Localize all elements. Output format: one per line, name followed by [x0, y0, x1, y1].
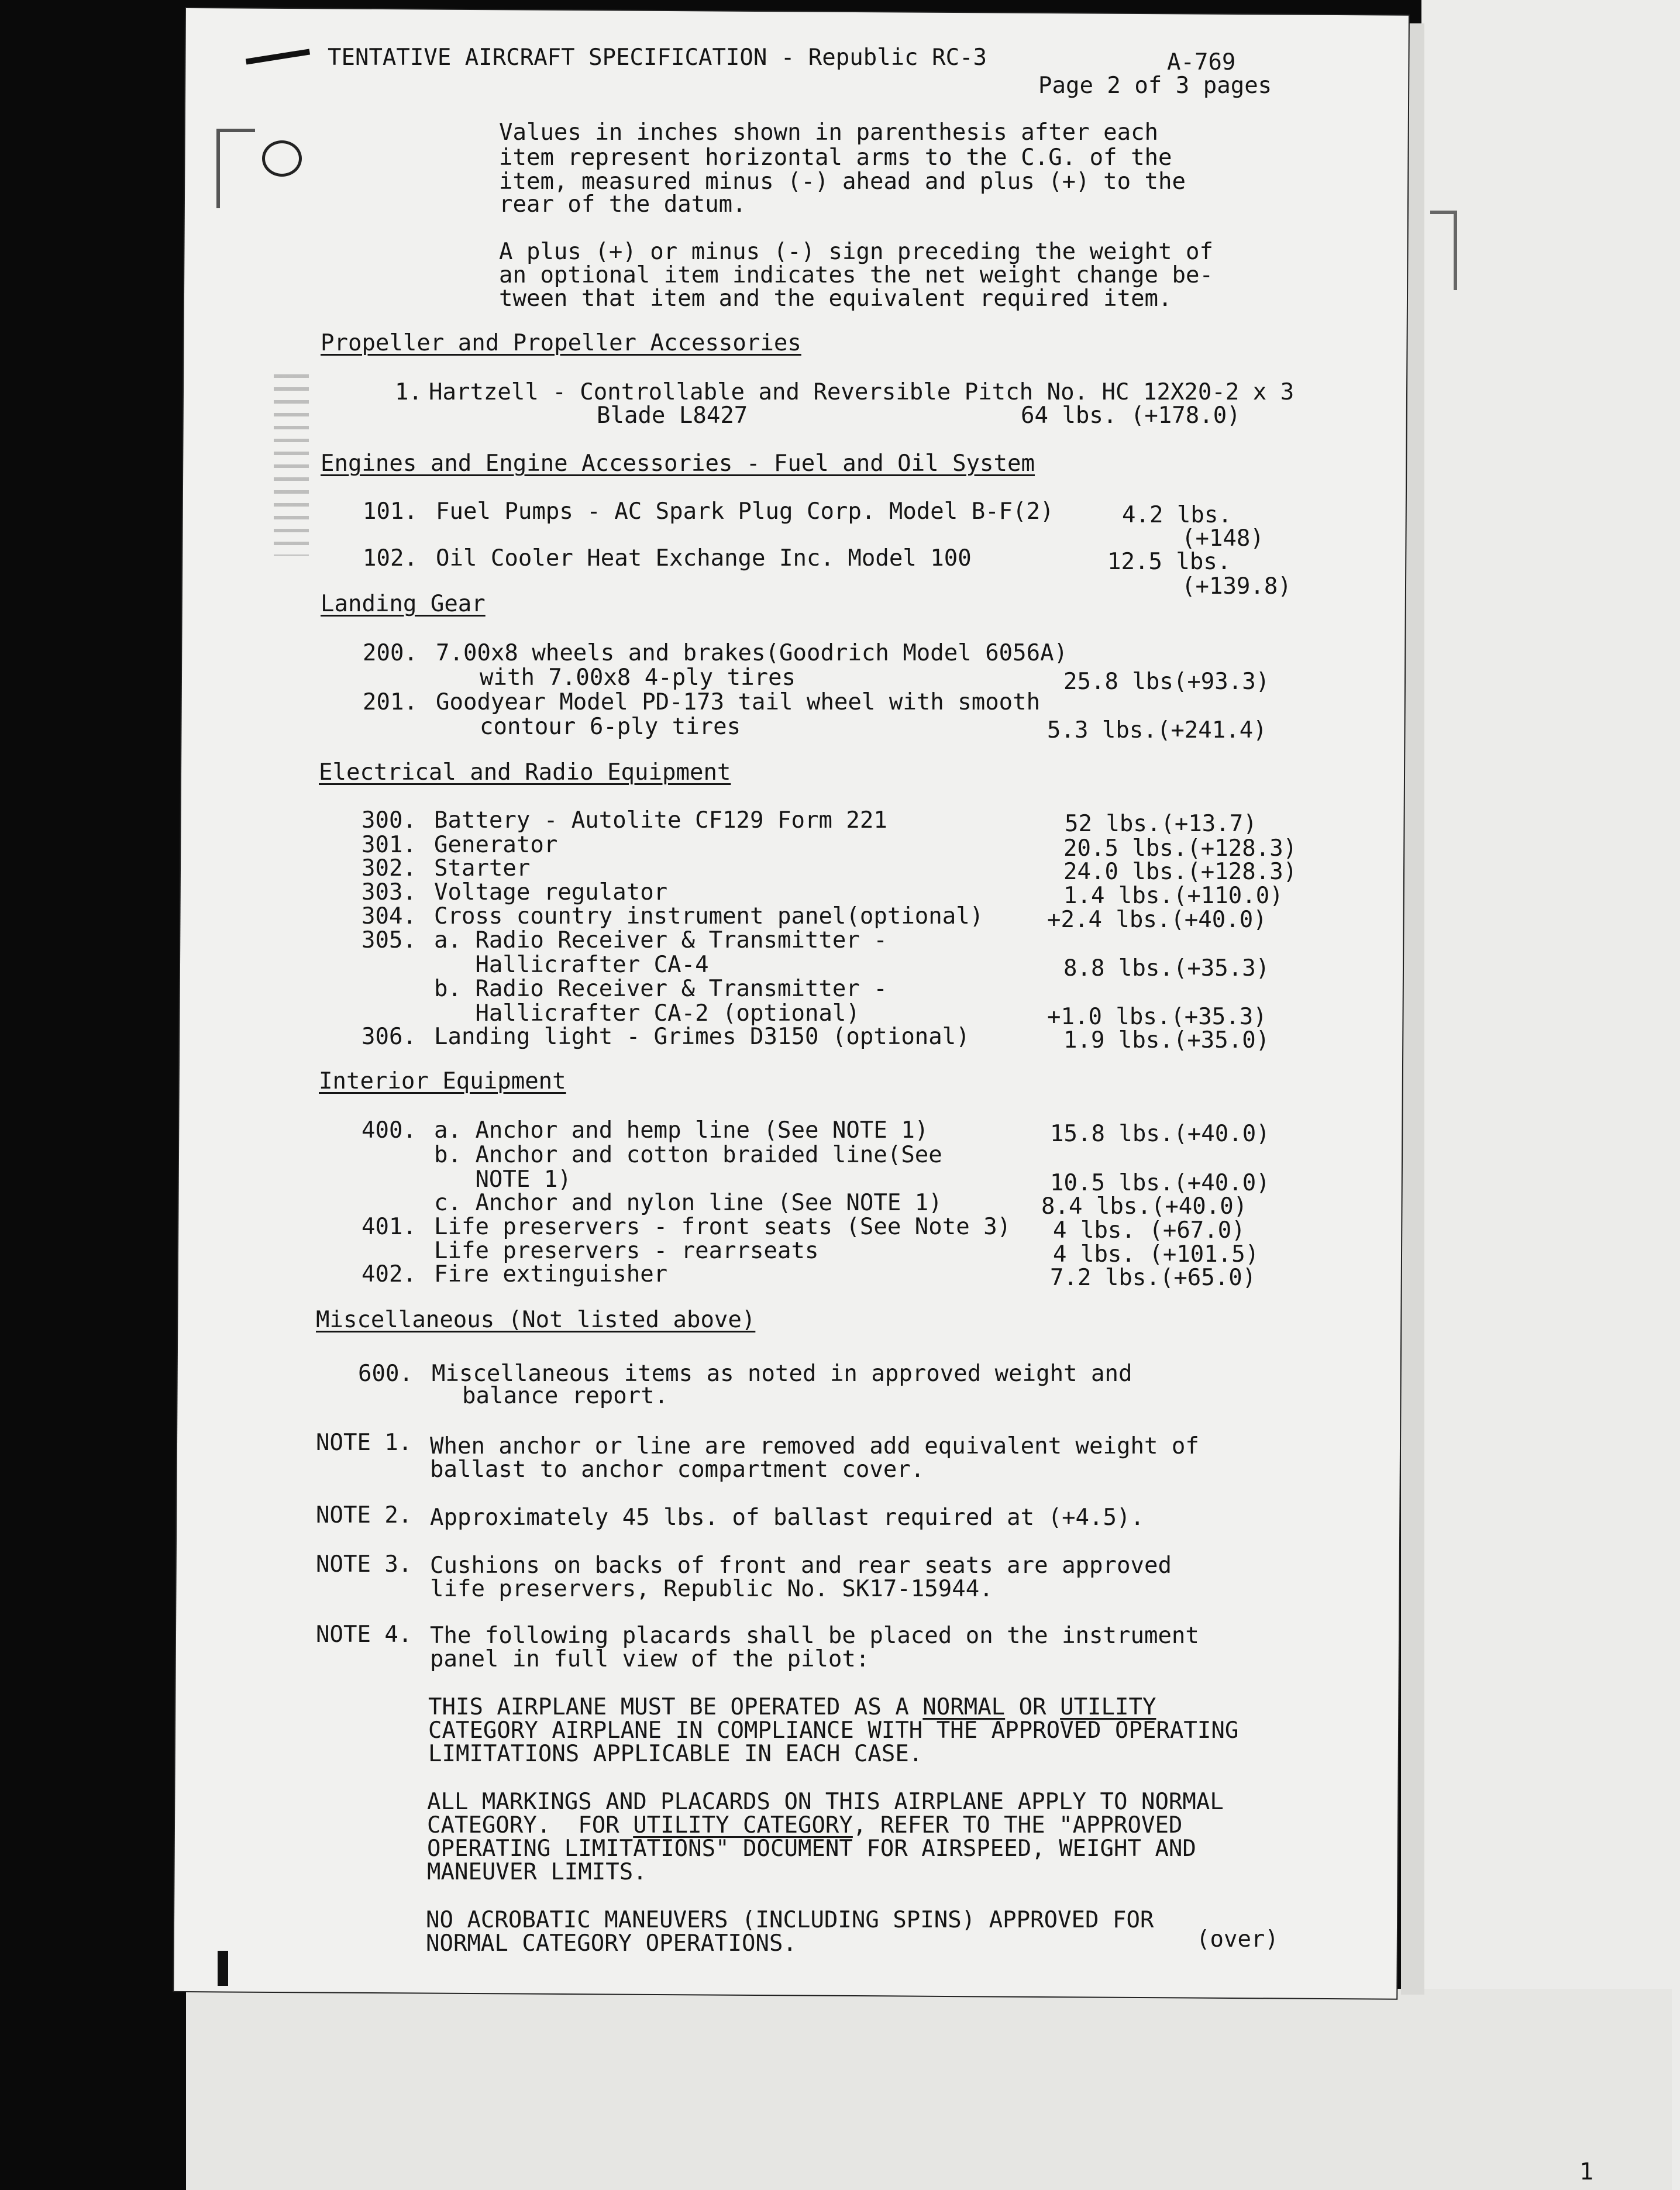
placard-line: CATEGORY AIRPLANE IN COMPLIANCE WITH THE APPROVED OPERATING: [428, 1717, 1239, 1744]
item-number: 301.: [362, 832, 416, 858]
item-weight: 5.3 lbs.(+241.4): [1047, 717, 1267, 743]
item-weight: 20.5 lbs.(+128.3): [1063, 835, 1297, 862]
item-weight: +1.0 lbs.(+35.3): [1047, 1004, 1267, 1030]
item-description: Cross country instrument panel(optional): [434, 903, 984, 929]
section-heading-electrical: Electrical and Radio Equipment: [319, 759, 731, 786]
placard-text: OR: [1005, 1694, 1061, 1720]
placard-line: NORMAL CATEGORY OPERATIONS.: [426, 1930, 797, 1957]
intro-line: rear of the datum.: [499, 191, 746, 218]
over-marker: (over): [1196, 1926, 1279, 1953]
section-heading-landing-gear: Landing Gear: [321, 591, 486, 617]
placard-text: THIS AIRPLANE MUST BE OPERATED AS A: [428, 1694, 923, 1720]
item-description-cont: NOTE 1): [434, 1166, 572, 1193]
intro-line: tween that item and the equivalent required item.: [499, 285, 1172, 312]
item-description-cont: balance report.: [462, 1383, 669, 1409]
note-text: Approximately 45 lbs. of ballast required at (+4.5).: [430, 1504, 1144, 1531]
item-description: Life preservers - front seats (See Note 3): [434, 1214, 1011, 1240]
item-description-cont: Blade L8427: [597, 402, 748, 429]
item-number: 302.: [362, 855, 416, 881]
item-number: 200.: [363, 640, 418, 666]
item-number: 1.: [395, 379, 422, 405]
item-number: 102.: [363, 545, 418, 571]
item-weight: 1.9 lbs.(+35.0): [1063, 1027, 1270, 1053]
placard-utility: UTILITY: [1060, 1694, 1156, 1720]
placard-line: LIMITATIONS APPLICABLE IN EACH CASE.: [428, 1741, 923, 1767]
item-description-cont: contour 6-ply tires: [480, 714, 741, 740]
item-weight: 4 lbs. (+101.5): [1053, 1241, 1259, 1268]
item-arm: (+139.8): [1182, 573, 1292, 600]
item-weight: 8.8 lbs.(+35.3): [1063, 955, 1270, 982]
item-description-cont: Hallicrafter CA-2 (optional): [434, 1000, 860, 1027]
intro-line: item, measured minus (-) ahead and plus (+) to the: [499, 168, 1186, 195]
note-text: panel in full view of the pilot:: [430, 1646, 870, 1672]
item-description: b. Anchor and cotton braided line(See: [434, 1142, 942, 1168]
placard-normal: NORMAL: [922, 1694, 1006, 1720]
placard-line: [428, 1695, 1156, 1720]
item-number: 600.: [358, 1361, 413, 1387]
item-weight: 52 lbs.(+13.7): [1065, 811, 1257, 837]
item-description: b. Radio Receiver & Transmitter -: [434, 976, 887, 1002]
item-weight: 4.2 lbs.: [1122, 502, 1232, 528]
note-label: NOTE 1.: [316, 1430, 412, 1456]
placard-text: CATEGORY. FOR: [427, 1812, 634, 1838]
item-weight: 12.5 lbs.: [1107, 549, 1231, 575]
item-description: a. Anchor and hemp line (See NOTE 1): [434, 1117, 929, 1144]
document-number: A-769: [1167, 49, 1236, 75]
item-description: 7.00x8 wheels and brakes(Goodrich Model 6056A): [436, 640, 1068, 666]
item-description: Hartzell - Controllable and Reversible Pitch No. HC 12X20-2 x 3: [429, 379, 1295, 405]
item-weight: 15.8 lbs.(+40.0): [1050, 1121, 1270, 1147]
placard-line: [427, 1813, 1182, 1838]
item-number: 300.: [362, 807, 416, 834]
intro-line: A plus (+) or minus (-) sign preceding the weight of: [499, 239, 1213, 265]
item-weight: +2.4 lbs.(+40.0): [1047, 907, 1267, 933]
section-heading-miscellaneous: Miscellaneous (Not listed above): [316, 1307, 756, 1333]
placard-line: MANEUVER LIMITS.: [427, 1859, 647, 1885]
intro-line: item represent horizontal arms to the C.G. of the: [499, 144, 1172, 171]
placard-line: ALL MARKINGS AND PLACARDS ON THIS AIRPLANE APPLY TO NORMAL: [427, 1789, 1224, 1815]
item-description: Miscellaneous items as noted in approved weight and: [432, 1361, 1132, 1387]
item-description-cont: with 7.00x8 4-ply tires: [480, 664, 796, 691]
item-description: c. Anchor and nylon line (See NOTE 1): [434, 1190, 942, 1216]
item-description: Generator: [434, 832, 558, 858]
item-weight: 10.5 lbs.(+40.0): [1050, 1170, 1270, 1196]
item-weight: 4 lbs. (+67.0): [1053, 1217, 1245, 1244]
item-number: 306.: [362, 1024, 416, 1050]
item-number: 305.: [362, 927, 416, 953]
document-title: TENTATIVE AIRCRAFT SPECIFICATION - Republic RC-3: [328, 44, 987, 71]
item-description: Battery - Autolite CF129 Form 221: [434, 807, 887, 834]
note-label: NOTE 3.: [316, 1551, 412, 1578]
item-weight: 7.2 lbs.(+65.0): [1050, 1265, 1256, 1291]
item-weight: 24.0 lbs.(+128.3): [1063, 859, 1297, 885]
item-number: 303.: [362, 879, 416, 905]
note-text: Cushions on backs of front and rear seats are approved: [430, 1552, 1172, 1579]
item-number: 400.: [362, 1117, 416, 1144]
item-description: Voltage regulator: [434, 879, 668, 905]
note-text: ballast to anchor compartment cover.: [430, 1456, 925, 1483]
section-heading-engines: Engines and Engine Accessories - Fuel and Oil System: [321, 450, 1035, 477]
note-label: NOTE 4.: [316, 1621, 412, 1648]
item-weight: 8.4 lbs.(+40.0): [1041, 1193, 1248, 1220]
note-text: life preservers, Republic No. SK17-15944.: [430, 1576, 993, 1602]
placard-text: , REFER TO THE "APPROVED: [852, 1812, 1183, 1838]
item-description-cont: Hallicrafter CA-4: [434, 952, 709, 978]
note-label: NOTE 2.: [316, 1502, 412, 1528]
item-description: Landing light - Grimes D3150 (optional): [434, 1024, 970, 1050]
item-arm: (+148): [1182, 525, 1264, 552]
corner-mark: 1: [1579, 2158, 1594, 2185]
item-description: Goodyear Model PD-173 tail wheel with smooth: [436, 689, 1041, 715]
item-number: 101.: [363, 498, 418, 525]
intro-line: Values in inches shown in parenthesis after each: [499, 119, 1159, 146]
item-weight: 1.4 lbs.(+110.0): [1063, 883, 1283, 909]
note-text: When anchor or line are removed add equivalent weight of: [430, 1433, 1199, 1459]
item-weight: 25.8 lbs(+93.3): [1063, 669, 1270, 695]
item-weight: 64 lbs. (+178.0): [1021, 402, 1241, 429]
item-number: 304.: [362, 903, 416, 929]
section-heading-interior: Interior Equipment: [319, 1068, 566, 1094]
placard-utility-category: UTILITY CATEGORY: [633, 1812, 853, 1838]
item-description: Life preservers - rearrseats: [434, 1238, 819, 1264]
item-number: 401.: [362, 1214, 416, 1240]
intro-line: an optional item indicates the net weight change be-: [499, 262, 1213, 288]
placard-line: OPERATING LIMITATIONS" DOCUMENT FOR AIRSPEED, WEIGHT AND: [427, 1836, 1196, 1862]
item-description: Starter: [434, 855, 531, 881]
item-description: Fire extinguisher: [434, 1261, 668, 1287]
placard-line: NO ACROBATIC MANEUVERS (INCLUDING SPINS) APPROVED FOR: [426, 1907, 1154, 1933]
item-description: Fuel Pumps - AC Spark Plug Corp. Model B-F(2): [436, 498, 1054, 525]
item-number: 402.: [362, 1261, 416, 1287]
item-number: 201.: [363, 689, 418, 715]
section-heading-propeller: Propeller and Propeller Accessories: [321, 330, 801, 356]
item-description: a. Radio Receiver & Transmitter -: [434, 927, 887, 953]
item-description: Oil Cooler Heat Exchange Inc. Model 100: [436, 545, 972, 571]
note-text: The following placards shall be placed on the instrument: [430, 1623, 1199, 1649]
page-info: Page 2 of 3 pages: [1038, 73, 1272, 99]
